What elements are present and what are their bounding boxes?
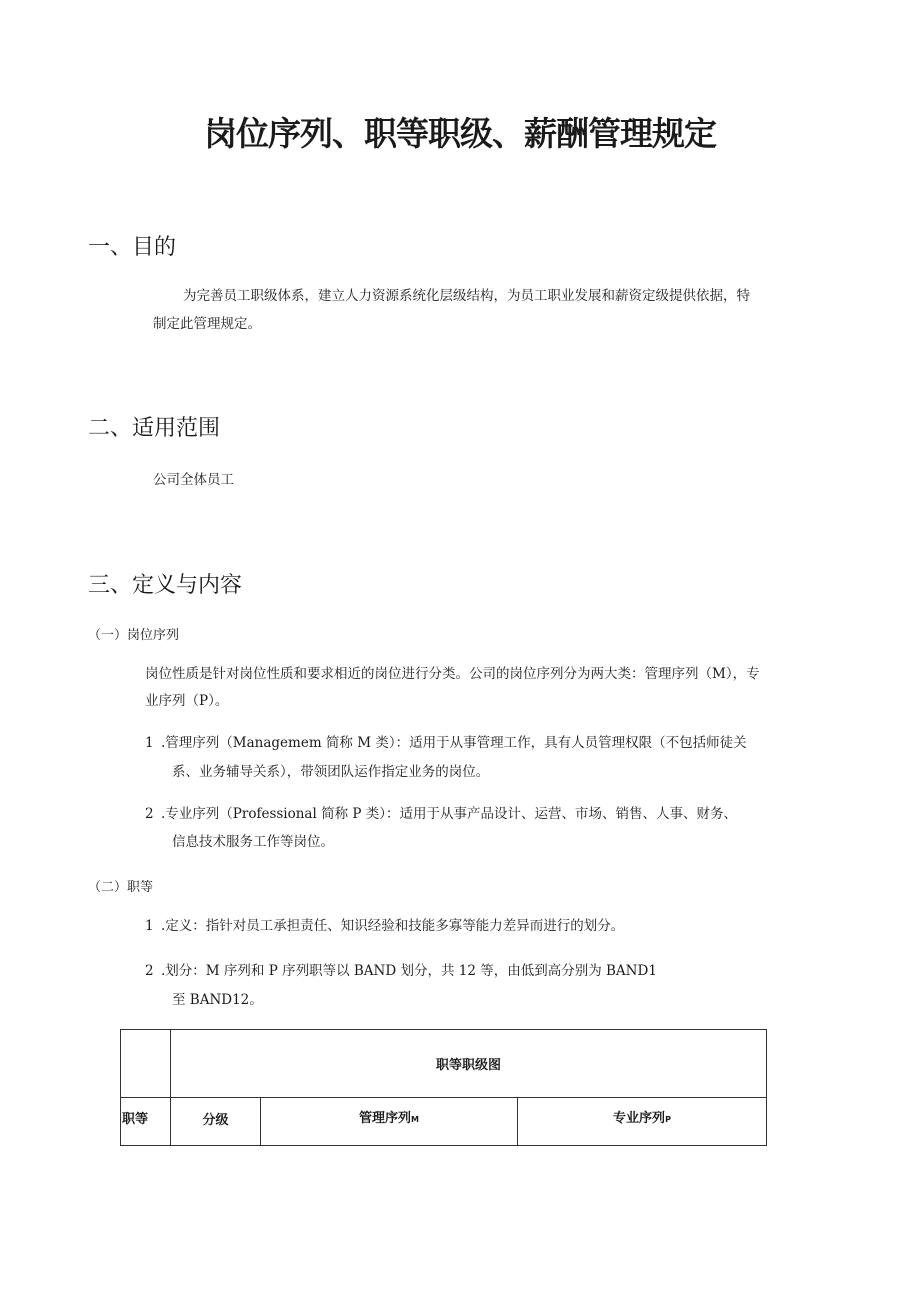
section-heading-purpose: 一、目的: [88, 235, 177, 260]
column-header-level: 分级: [171, 1098, 261, 1146]
management-sequence-code: M: [411, 1115, 419, 1124]
list-number: 1: [145, 735, 154, 751]
column-header-management-sequence: [261, 1098, 518, 1146]
subsection-heading-job-grade: （二）职等: [88, 880, 154, 895]
list-number: 1: [145, 918, 154, 934]
professional-sequence-label: 专业序列: [613, 1111, 666, 1126]
professional-sequence-line-1: .专业序列（Professional 简称 P 类）：适用于从事产品设计、运营、市场、销售、人事、财务、: [161, 806, 738, 822]
table-corner-cell: [121, 1030, 171, 1098]
grade-division-line-2: 至 BAND12。: [172, 992, 263, 1008]
list-number: 2: [145, 806, 154, 822]
section-heading-definitions: 三、定义与内容: [88, 573, 243, 598]
management-sequence-line-2: 系、业务辅导关系），带领团队运作指定业务的岗位。: [172, 764, 490, 780]
document-title: 岗位序列、职等职级、薪酬管理规定: [204, 114, 716, 153]
job-sequence-intro-line-1: 岗位性质是针对岗位性质和要求相近的岗位进行分类。公司的岗位序列分为两大类：管理序列（M），专: [145, 666, 760, 682]
purpose-text-line-2: 制定此管理规定。: [153, 316, 261, 332]
column-header-professional-sequence: [518, 1098, 767, 1146]
grade-division-line-1: .划分：M 序列和 P 序列职等以 BAND 划分，共 12 等，由低到高分别为 BAND1: [161, 963, 657, 979]
column-header-grade: 职等: [121, 1098, 171, 1146]
job-sequence-intro-line-2: 业序列（P）。: [145, 693, 229, 709]
management-sequence-label: 管理序列: [359, 1111, 412, 1126]
grade-definition-line: .定义：指针对员工承担责任、知识经验和技能多寡等能力差异而进行的划分。: [161, 918, 625, 934]
grade-level-table: [120, 1029, 767, 1146]
purpose-text-line-1: 为完善员工职级体系，建立人力资源系统化层级结构，为员工职业发展和薪资定级提供依据，特: [183, 288, 750, 304]
scope-text: 公司全体员工: [153, 472, 234, 488]
table-caption: 职等职级图: [171, 1030, 767, 1098]
section-heading-scope: 二、适用范围: [88, 416, 221, 441]
professional-sequence-line-2: 信息技术服务工作等岗位。: [172, 834, 334, 850]
list-number: 2: [145, 963, 154, 979]
subsection-heading-job-sequence: （一）岗位序列: [88, 628, 180, 643]
management-sequence-line-1: .管理序列（Managemem 简称 M 类）：适用于从事管理工作，具有人员管理权限（不包括师徒关: [161, 735, 747, 751]
professional-sequence-code: P: [665, 1115, 671, 1124]
